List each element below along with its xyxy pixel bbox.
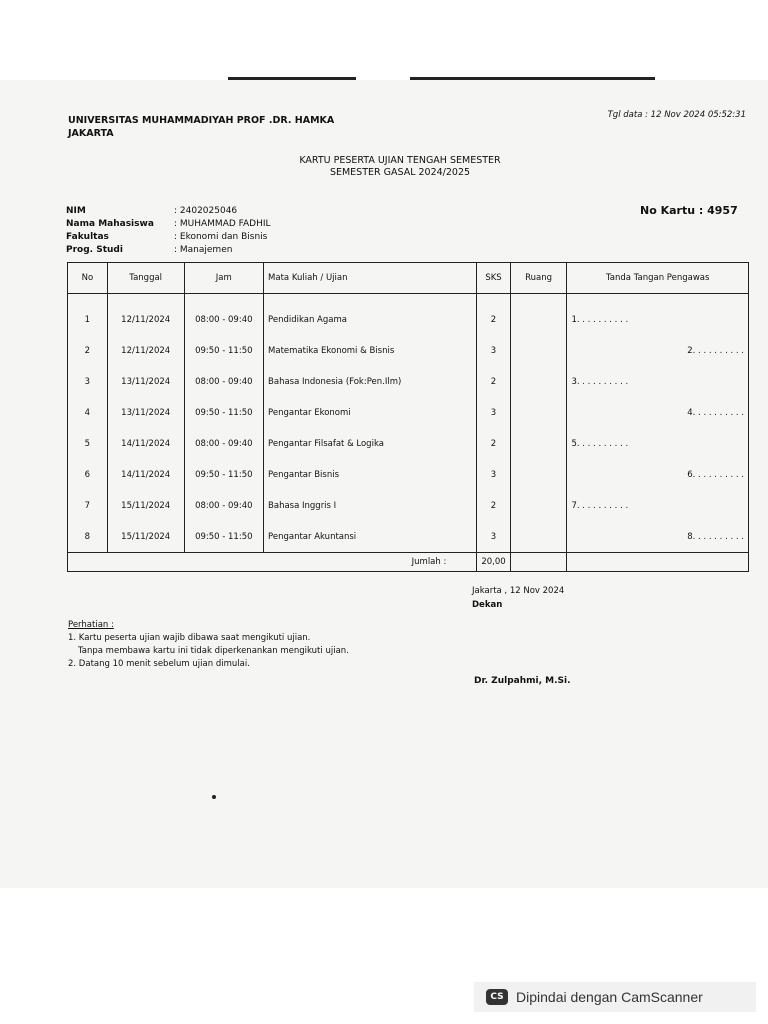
row-time: 08:00 - 09:40	[184, 294, 263, 336]
row-time: 08:00 - 09:40	[184, 490, 263, 521]
row-signature: 4. . . . . . . . . .	[567, 397, 749, 428]
row-time: 09:50 - 11:50	[184, 335, 263, 366]
row-course: Pendidikan Agama	[264, 294, 477, 336]
row-room	[510, 397, 567, 428]
place-date: Jakarta , 12 Nov 2024	[472, 586, 565, 596]
header-time: Jam	[184, 263, 263, 294]
total-room	[510, 553, 567, 572]
row-date: 13/11/2024	[107, 397, 184, 428]
note-1b: Tanpa membawa kartu ini tidak diperkenankan mengikuti ujian.	[78, 646, 349, 656]
row-date: 12/11/2024	[107, 335, 184, 366]
row-time: 08:00 - 09:40	[184, 428, 263, 459]
table-row	[68, 335, 749, 366]
dean-name: Dr. Zulpahmi, M.Si.	[474, 676, 571, 686]
notes	[68, 619, 349, 671]
header-signature: Tanda Tangan Pengawas	[567, 263, 749, 294]
title-line2: SEMESTER GASAL 2024/2025	[329, 167, 471, 178]
total-signature	[567, 553, 749, 572]
university-line2: JAKARTA	[68, 128, 114, 139]
row-no: 7	[68, 490, 108, 521]
row-room	[510, 366, 567, 397]
row-course: Pengantar Bisnis	[264, 459, 477, 490]
document-title	[250, 155, 550, 179]
dean-title: Dekan	[472, 600, 503, 610]
print-date: Tgl data : 12 Nov 2024 05:52:31	[607, 110, 746, 120]
row-signature: 5. . . . . . . . . .	[567, 428, 749, 459]
row-no: 6	[68, 459, 108, 490]
name-label: Nama Mahasiswa	[66, 219, 154, 229]
row-date: 14/11/2024	[107, 428, 184, 459]
name-value: : MUHAMMAD FADHIL	[174, 219, 271, 229]
row-room	[510, 459, 567, 490]
row-sks: 3	[477, 335, 510, 366]
row-time: 09:50 - 11:50	[184, 521, 263, 553]
row-no: 2	[68, 335, 108, 366]
row-no: 5	[68, 428, 108, 459]
table-row	[68, 459, 749, 490]
total-row	[68, 553, 749, 572]
row-no: 8	[68, 521, 108, 553]
header-date: Tanggal	[107, 263, 184, 294]
row-signature: 3. . . . . . . . . .	[567, 366, 749, 397]
program-label: Prog. Studi	[66, 245, 123, 255]
row-course: Pengantar Ekonomi	[264, 397, 477, 428]
signature-block	[472, 584, 564, 612]
row-course: Pengantar Filsafat & Logika	[264, 428, 477, 459]
title-line1: KARTU PESERTA UJIAN TENGAH SEMESTER	[299, 155, 501, 166]
row-signature: 1. . . . . . . . . .	[567, 294, 749, 336]
header-room: Ruang	[510, 263, 567, 294]
row-no: 1	[68, 294, 108, 336]
row-sks: 3	[477, 459, 510, 490]
nim-label: NIM	[66, 206, 86, 216]
row-time: 08:00 - 09:40	[184, 366, 263, 397]
row-room	[510, 490, 567, 521]
program-value: : Manajemen	[174, 245, 233, 255]
nim-value: : 2402025046	[174, 206, 238, 216]
total-label: Jumlah :	[68, 553, 477, 572]
row-room	[510, 428, 567, 459]
header-course: Mata Kuliah / Ujian	[264, 263, 477, 294]
top-edge-line	[228, 77, 356, 80]
card-number: No Kartu : 4957	[640, 204, 738, 217]
row-date: 15/11/2024	[107, 490, 184, 521]
table-header-row	[68, 263, 749, 294]
row-sks: 2	[477, 428, 510, 459]
header-sks: SKS	[477, 263, 510, 294]
row-course: Bahasa Inggris I	[264, 490, 477, 521]
row-signature: 6. . . . . . . . . .	[567, 459, 749, 490]
camscanner-logo-icon: CS	[486, 989, 508, 1005]
note-2: 2. Datang 10 menit sebelum ujian dimulai.	[68, 659, 250, 669]
row-course: Pengantar Akuntansi	[264, 521, 477, 553]
row-date: 12/11/2024	[107, 294, 184, 336]
faculty-label: Fakultas	[66, 232, 109, 242]
table-row	[68, 294, 749, 336]
row-date: 13/11/2024	[107, 366, 184, 397]
table-row	[68, 428, 749, 459]
row-signature: 8. . . . . . . . . .	[567, 521, 749, 553]
row-sks: 3	[477, 397, 510, 428]
row-room	[510, 521, 567, 553]
total-value: 20,00	[477, 553, 510, 572]
ink-dot	[212, 795, 216, 799]
row-time: 09:50 - 11:50	[184, 459, 263, 490]
note-1: 1. Kartu peserta ujian wajib dibawa saat mengikuti ujian.	[68, 633, 311, 643]
row-no: 4	[68, 397, 108, 428]
row-course: Matematika Ekonomi & Bisnis	[264, 335, 477, 366]
row-date: 15/11/2024	[107, 521, 184, 553]
table-row	[68, 521, 749, 553]
row-sks: 2	[477, 490, 510, 521]
table-row	[68, 490, 749, 521]
row-room	[510, 335, 567, 366]
table-row	[68, 366, 749, 397]
student-info	[66, 205, 271, 257]
watermark-text: Dipindai dengan CamScanner	[516, 989, 703, 1005]
row-signature: 7. . . . . . . . . .	[567, 490, 749, 521]
university-line1: UNIVERSITAS MUHAMMADIYAH PROF .DR. HAMKA	[68, 115, 335, 126]
camscanner-watermark	[474, 982, 756, 1012]
header-no: No	[68, 263, 108, 294]
university-name	[68, 114, 334, 140]
row-date: 14/11/2024	[107, 459, 184, 490]
table-row	[68, 397, 749, 428]
exam-schedule-table	[67, 262, 749, 572]
row-course: Bahasa Indonesia (Fok:Pen.Ilm)	[264, 366, 477, 397]
row-signature: 2. . . . . . . . . .	[567, 335, 749, 366]
faculty-value: : Ekonomi dan Bisnis	[174, 232, 268, 242]
row-no: 3	[68, 366, 108, 397]
row-sks: 2	[477, 294, 510, 336]
top-edge-line	[410, 77, 655, 80]
notes-title: Perhatian :	[68, 620, 114, 630]
row-sks: 2	[477, 366, 510, 397]
row-room	[510, 294, 567, 336]
row-sks: 3	[477, 521, 510, 553]
row-time: 09:50 - 11:50	[184, 397, 263, 428]
